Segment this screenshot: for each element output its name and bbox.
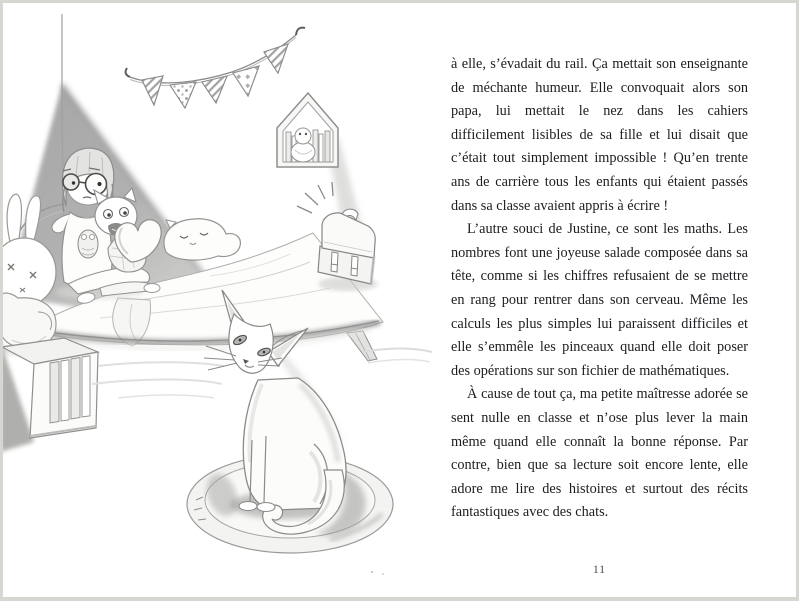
pennant-striped [264, 44, 288, 73]
garland-hook-right [296, 28, 305, 35]
garland-hook-left [126, 68, 130, 77]
bunting-garland [126, 28, 305, 108]
sparkle-lines [297, 182, 333, 213]
page-number: 11 [592, 564, 607, 576]
pennant-dotted [170, 82, 196, 108]
book-page-text [451, 53, 748, 525]
cat-paw [257, 503, 275, 512]
girl-foot [144, 284, 160, 293]
satchel-strap [331, 252, 338, 272]
owl-print [78, 230, 98, 258]
pennant-striped [202, 76, 227, 103]
satchel-strap [351, 256, 358, 276]
pennant-striped [142, 76, 163, 105]
cat-paw [239, 502, 257, 511]
sleeping-plush [164, 219, 240, 260]
paragraph: à elle, s’évadait du rail. Ça mettait son enseignante de méchante humeur. Elle convoquait alors son papa, lui mettait le nez dans les cahiers difficilement lisibles de sa fille et lui disait que c’était tout simplement impossible ! Qu’en trente ans de carrière tous les enfants qui étaient passés dans sa classe avaient appris à écrire ! [451, 56, 748, 214]
paragraph: À cause de tout ça, ma petite maîtresse adorée se sent nulle en classe et n’ose plus lever la main même quand elle connaît la bonne réponse. Par contre, bien que sa lecture soit encore lente, elle adore me lire des histoires et surtout des récits fantastiques avec des chats. [451, 386, 748, 521]
paragraph: L’autre souci de Justine, ce sont les maths. Les nombres font une joyeuse salade composée dans sa tête, comme si les chiffres refusaient de se mettre en rang pour rentrer dans son cerveau. Même les calculs les plus simples lui paraissent difficiles et elle s’emmêle les pinceaux quand elle doit poser des opérations sur son fichier de mathématiques. [451, 221, 748, 379]
